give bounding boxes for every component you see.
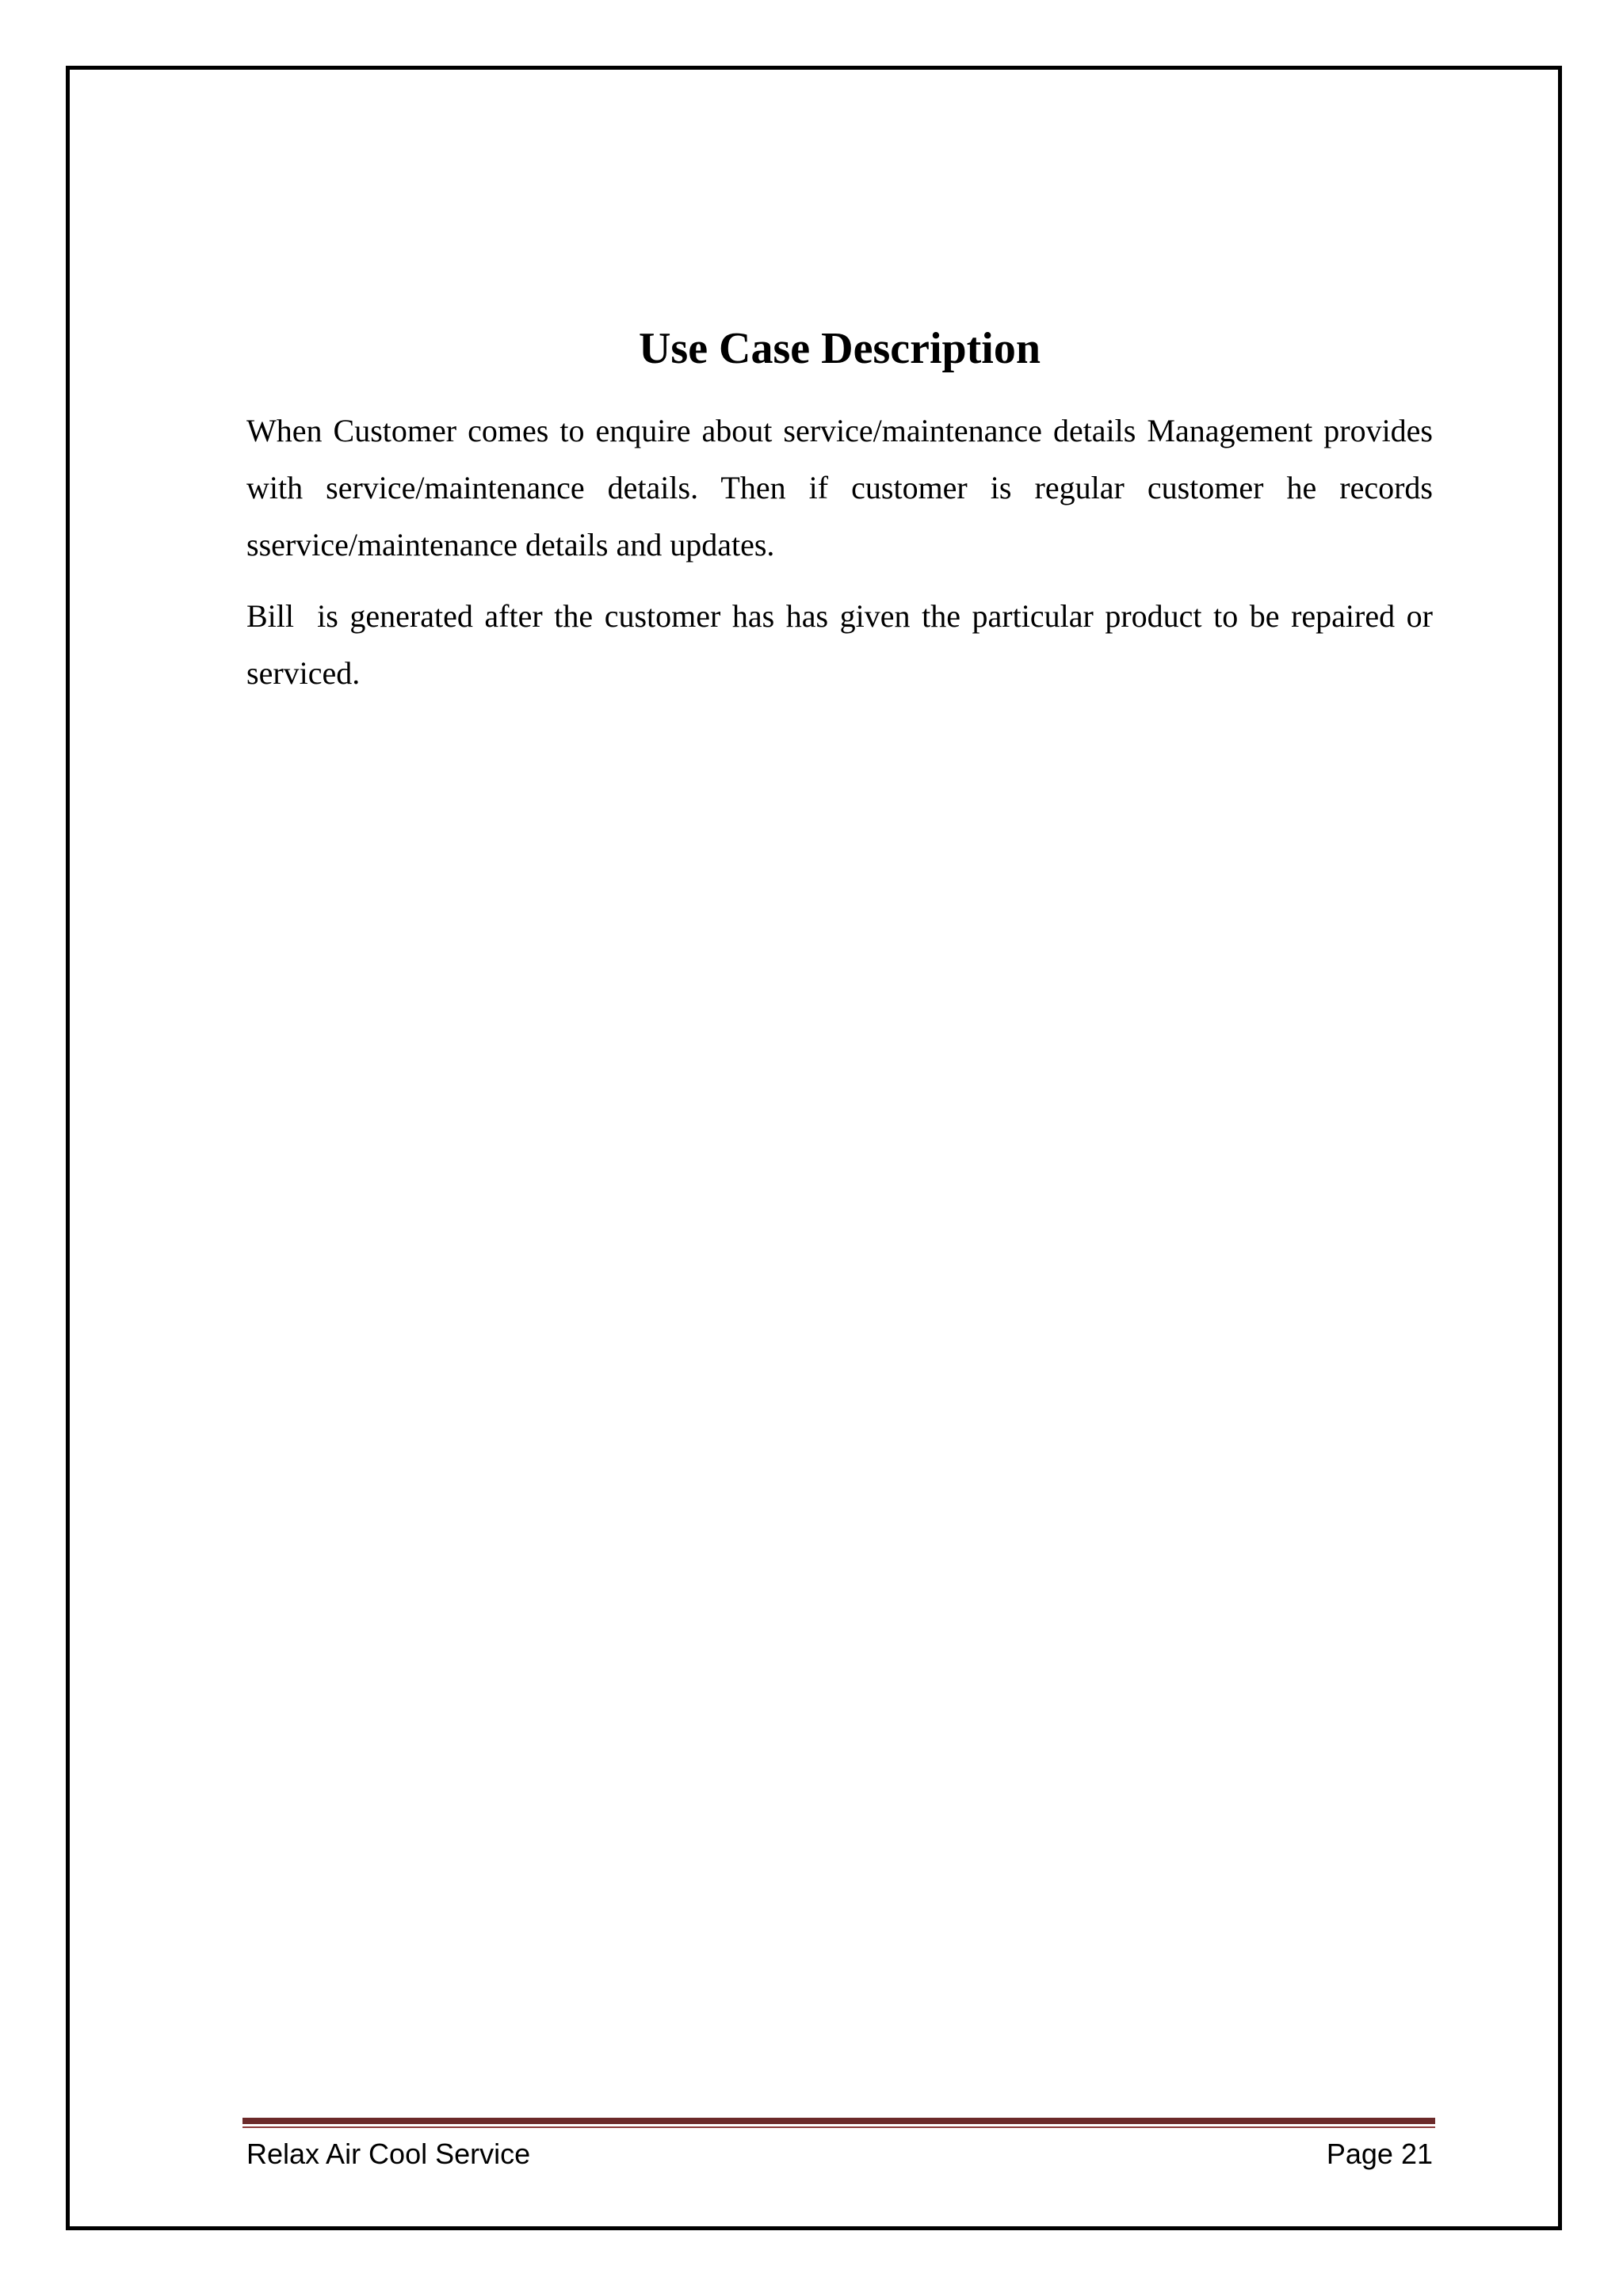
paragraph-1: When Customer comes to enquire about service/maintenance details Management provides with service/maintenance details. Then if customer is regular customer he records sservice/maintenance details and updates. [246, 413, 1441, 563]
footer-page-number: Page 21 [1326, 2138, 1433, 2170]
page-title: Use Case Description [638, 324, 1041, 373]
paragraph-2: Bill is generated after the customer has has given the particular product to be repaired or serviced. [246, 598, 1441, 691]
footer-document-name: Relax Air Cool Service [246, 2138, 531, 2170]
page-footer [246, 2135, 1433, 2173]
page-content [246, 317, 1441, 716]
footer-divider [242, 2118, 1435, 2128]
